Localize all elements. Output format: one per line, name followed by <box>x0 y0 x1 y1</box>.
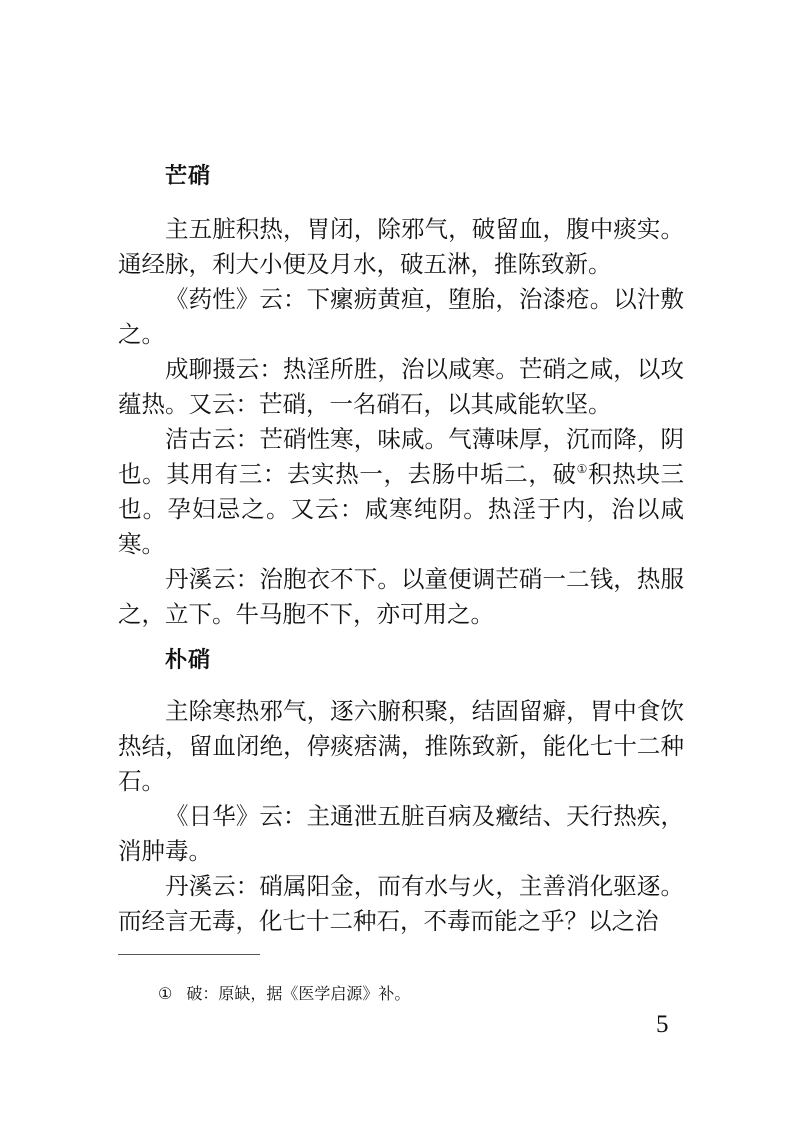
paragraph: 丹溪云：治胞衣不下。以童便调芒硝一二钱，热服之，立下。牛马胞不下，亦可用之。 <box>118 565 684 628</box>
page-number: 5 <box>656 1011 669 1038</box>
footnote <box>158 982 410 1006</box>
footnote-mark: ① <box>158 984 173 1003</box>
paragraph: 丹溪云：硝属阳金，而有水与火，主善消化驱逐。而经言无毒，化七十二种石，不毒而能之乎？以之治 <box>118 872 684 935</box>
paragraph-text: 积热块三也。孕妇忌之。又云：咸寒纯阴。热淫于内，治以咸寒。 <box>118 460 684 558</box>
section-heading-puxiao: 朴硝 <box>165 648 212 673</box>
paragraph: 《药性》云：下瘰疬黄疸，堕胎，治漆疮。以汁敷之。 <box>118 285 684 348</box>
paragraph: 《日华》云：主通泄五脏百病及癥结、天行热疾，消肿毒。 <box>118 802 684 865</box>
paragraph: 主除寒热邪气，逐六腑积聚，结固留癖，胃中食饮热结，留血闭绝，停痰痞满，推陈致新，能化七十二种石。 <box>118 697 684 795</box>
paragraph-text: 洁古云：芒硝性寒，味咸。气薄味厚，沉而降，阴也。其用有三：去实热一，去肠中垢二，破 <box>118 425 684 488</box>
paragraph: 主五脏积热，胃闭，除邪气，破留血，腹中痰实。通经脉，利大小便及月水，破五淋，推陈致新。 <box>118 215 684 278</box>
paragraph <box>118 422 684 562</box>
paragraph: 成聊摄云：热淫所胜，治以咸寒。芒硝之咸，以攻蕴热。又云：芒硝，一名硝石，以其咸能软坚。 <box>118 355 684 418</box>
footnote-text: 破：原缺，据《医学启源》补。 <box>186 984 411 1003</box>
footnote-divider <box>118 954 260 955</box>
section-heading-mangxiao: 芒硝 <box>165 164 212 189</box>
footnote-reference: ① <box>576 462 589 477</box>
